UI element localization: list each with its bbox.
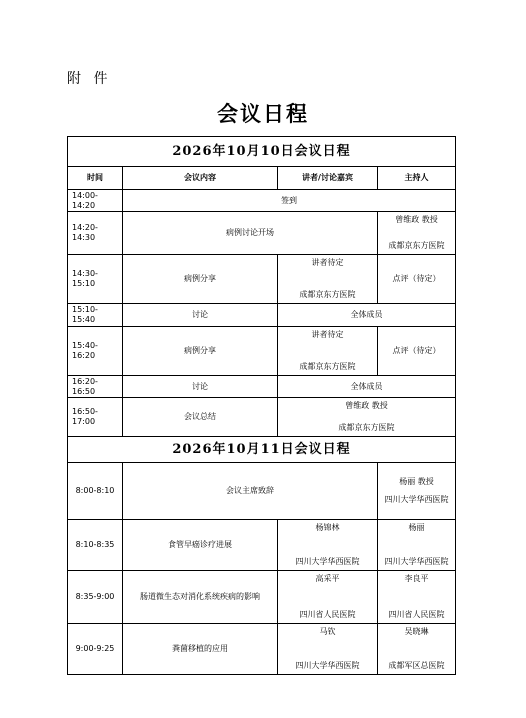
speaker-org: 成都京东方医院 [299, 362, 356, 372]
host-name: 杨丽 教授 [399, 477, 434, 487]
speaker-name: 杨锦林 [315, 523, 340, 532]
row-speaker [278, 327, 378, 376]
row-speaker [278, 398, 456, 437]
header-content: 会议内容 [123, 167, 278, 190]
host-org: 成都军区总医院 [388, 661, 445, 671]
row-content: 签到 [123, 190, 456, 212]
row-content: 病例分享 [123, 327, 278, 376]
speaker-org: 四川大学华西医院 [295, 557, 360, 567]
row-host [378, 463, 456, 520]
table-row [68, 624, 456, 675]
speaker-name: 曾维政 教授 [345, 401, 388, 410]
header-row [68, 167, 456, 190]
host-org: 四川大学华西医院 [384, 495, 449, 504]
row-content: 会议主席致辞 [123, 463, 378, 520]
table-row [68, 571, 456, 624]
speaker-name: 马钦 [319, 627, 336, 636]
row-time: 9:00-9:25 [68, 624, 123, 675]
row-host [378, 212, 456, 255]
speaker-org: 成都京东方医院 [299, 290, 356, 300]
row-content: 食管早癌诊疗进展 [123, 520, 278, 571]
row-time: 14:00-14:20 [68, 190, 123, 212]
host-org: 四川大学华西医院 [384, 557, 449, 567]
speaker-org: 四川省人民医院 [299, 610, 356, 620]
row-speaker [278, 624, 378, 675]
row-host [378, 624, 456, 675]
speaker-name: 高采平 [315, 574, 340, 583]
row-speaker: 全体成员 [278, 376, 456, 398]
header-host: 主持人 [378, 167, 456, 190]
header-time: 时间 [68, 167, 123, 190]
table-row [68, 463, 456, 520]
row-content: 肠道微生态对消化系统疾病的影响 [123, 571, 278, 624]
speaker-org: 四川大学华西医院 [295, 661, 360, 671]
host-name: 吴晓琳 [404, 627, 429, 636]
row-time: 15:10-15:40 [68, 304, 123, 327]
table-row [68, 255, 456, 304]
row-time: 8:00-8:10 [68, 463, 123, 520]
table-row [68, 520, 456, 571]
row-host: 点评（待定） [378, 327, 456, 376]
row-speaker [278, 255, 378, 304]
row-time: 14:20-14:30 [68, 212, 123, 255]
row-content: 讨论 [123, 304, 278, 327]
day2-heading-row [68, 437, 456, 463]
speaker-name: 讲者待定 [311, 330, 344, 339]
row-content: 讨论 [123, 376, 278, 398]
day2-heading: 2026年10月11日会议日程 [68, 437, 456, 463]
row-content: 粪菌移植的应用 [123, 624, 278, 675]
schedule-table [67, 136, 456, 675]
table-row [68, 327, 456, 376]
host-org: 成都京东方医院 [388, 241, 445, 251]
row-speaker: 全体成员 [278, 304, 456, 327]
row-host: 点评（待定） [378, 255, 456, 304]
table-row [68, 212, 456, 255]
row-content: 病例讨论开场 [123, 212, 378, 255]
host-org: 四川省人民医院 [388, 610, 445, 620]
row-time: 8:10-8:35 [68, 520, 123, 571]
table-row [68, 304, 456, 327]
row-time: 16:50-17:00 [68, 398, 123, 437]
row-content: 病例分享 [123, 255, 278, 304]
row-content: 会议总结 [123, 398, 278, 437]
row-time: 16:20-16:50 [68, 376, 123, 398]
header-speaker: 讲者/讨论嘉宾 [278, 167, 378, 190]
table-row [68, 398, 456, 437]
row-time: 14:30-15:10 [68, 255, 123, 304]
row-host [378, 520, 456, 571]
row-time: 8:35-9:00 [68, 571, 123, 624]
attachment-label: 附 件 [67, 71, 112, 87]
day1-heading-row [68, 137, 456, 167]
speaker-name: 讲者待定 [311, 258, 344, 267]
row-speaker [278, 571, 378, 624]
table-row [68, 376, 456, 398]
row-host [378, 571, 456, 624]
row-speaker [278, 520, 378, 571]
page-title: 会议日程 [217, 101, 309, 126]
row-time: 15:40-16:20 [68, 327, 123, 376]
day1-heading: 2026年10月10日会议日程 [68, 137, 456, 167]
host-name: 曾维政 教授 [395, 215, 438, 224]
host-name: 李良平 [404, 574, 429, 583]
table-row [68, 190, 456, 212]
speaker-org: 成都京东方医院 [338, 423, 395, 433]
host-name: 杨丽 [408, 523, 425, 532]
